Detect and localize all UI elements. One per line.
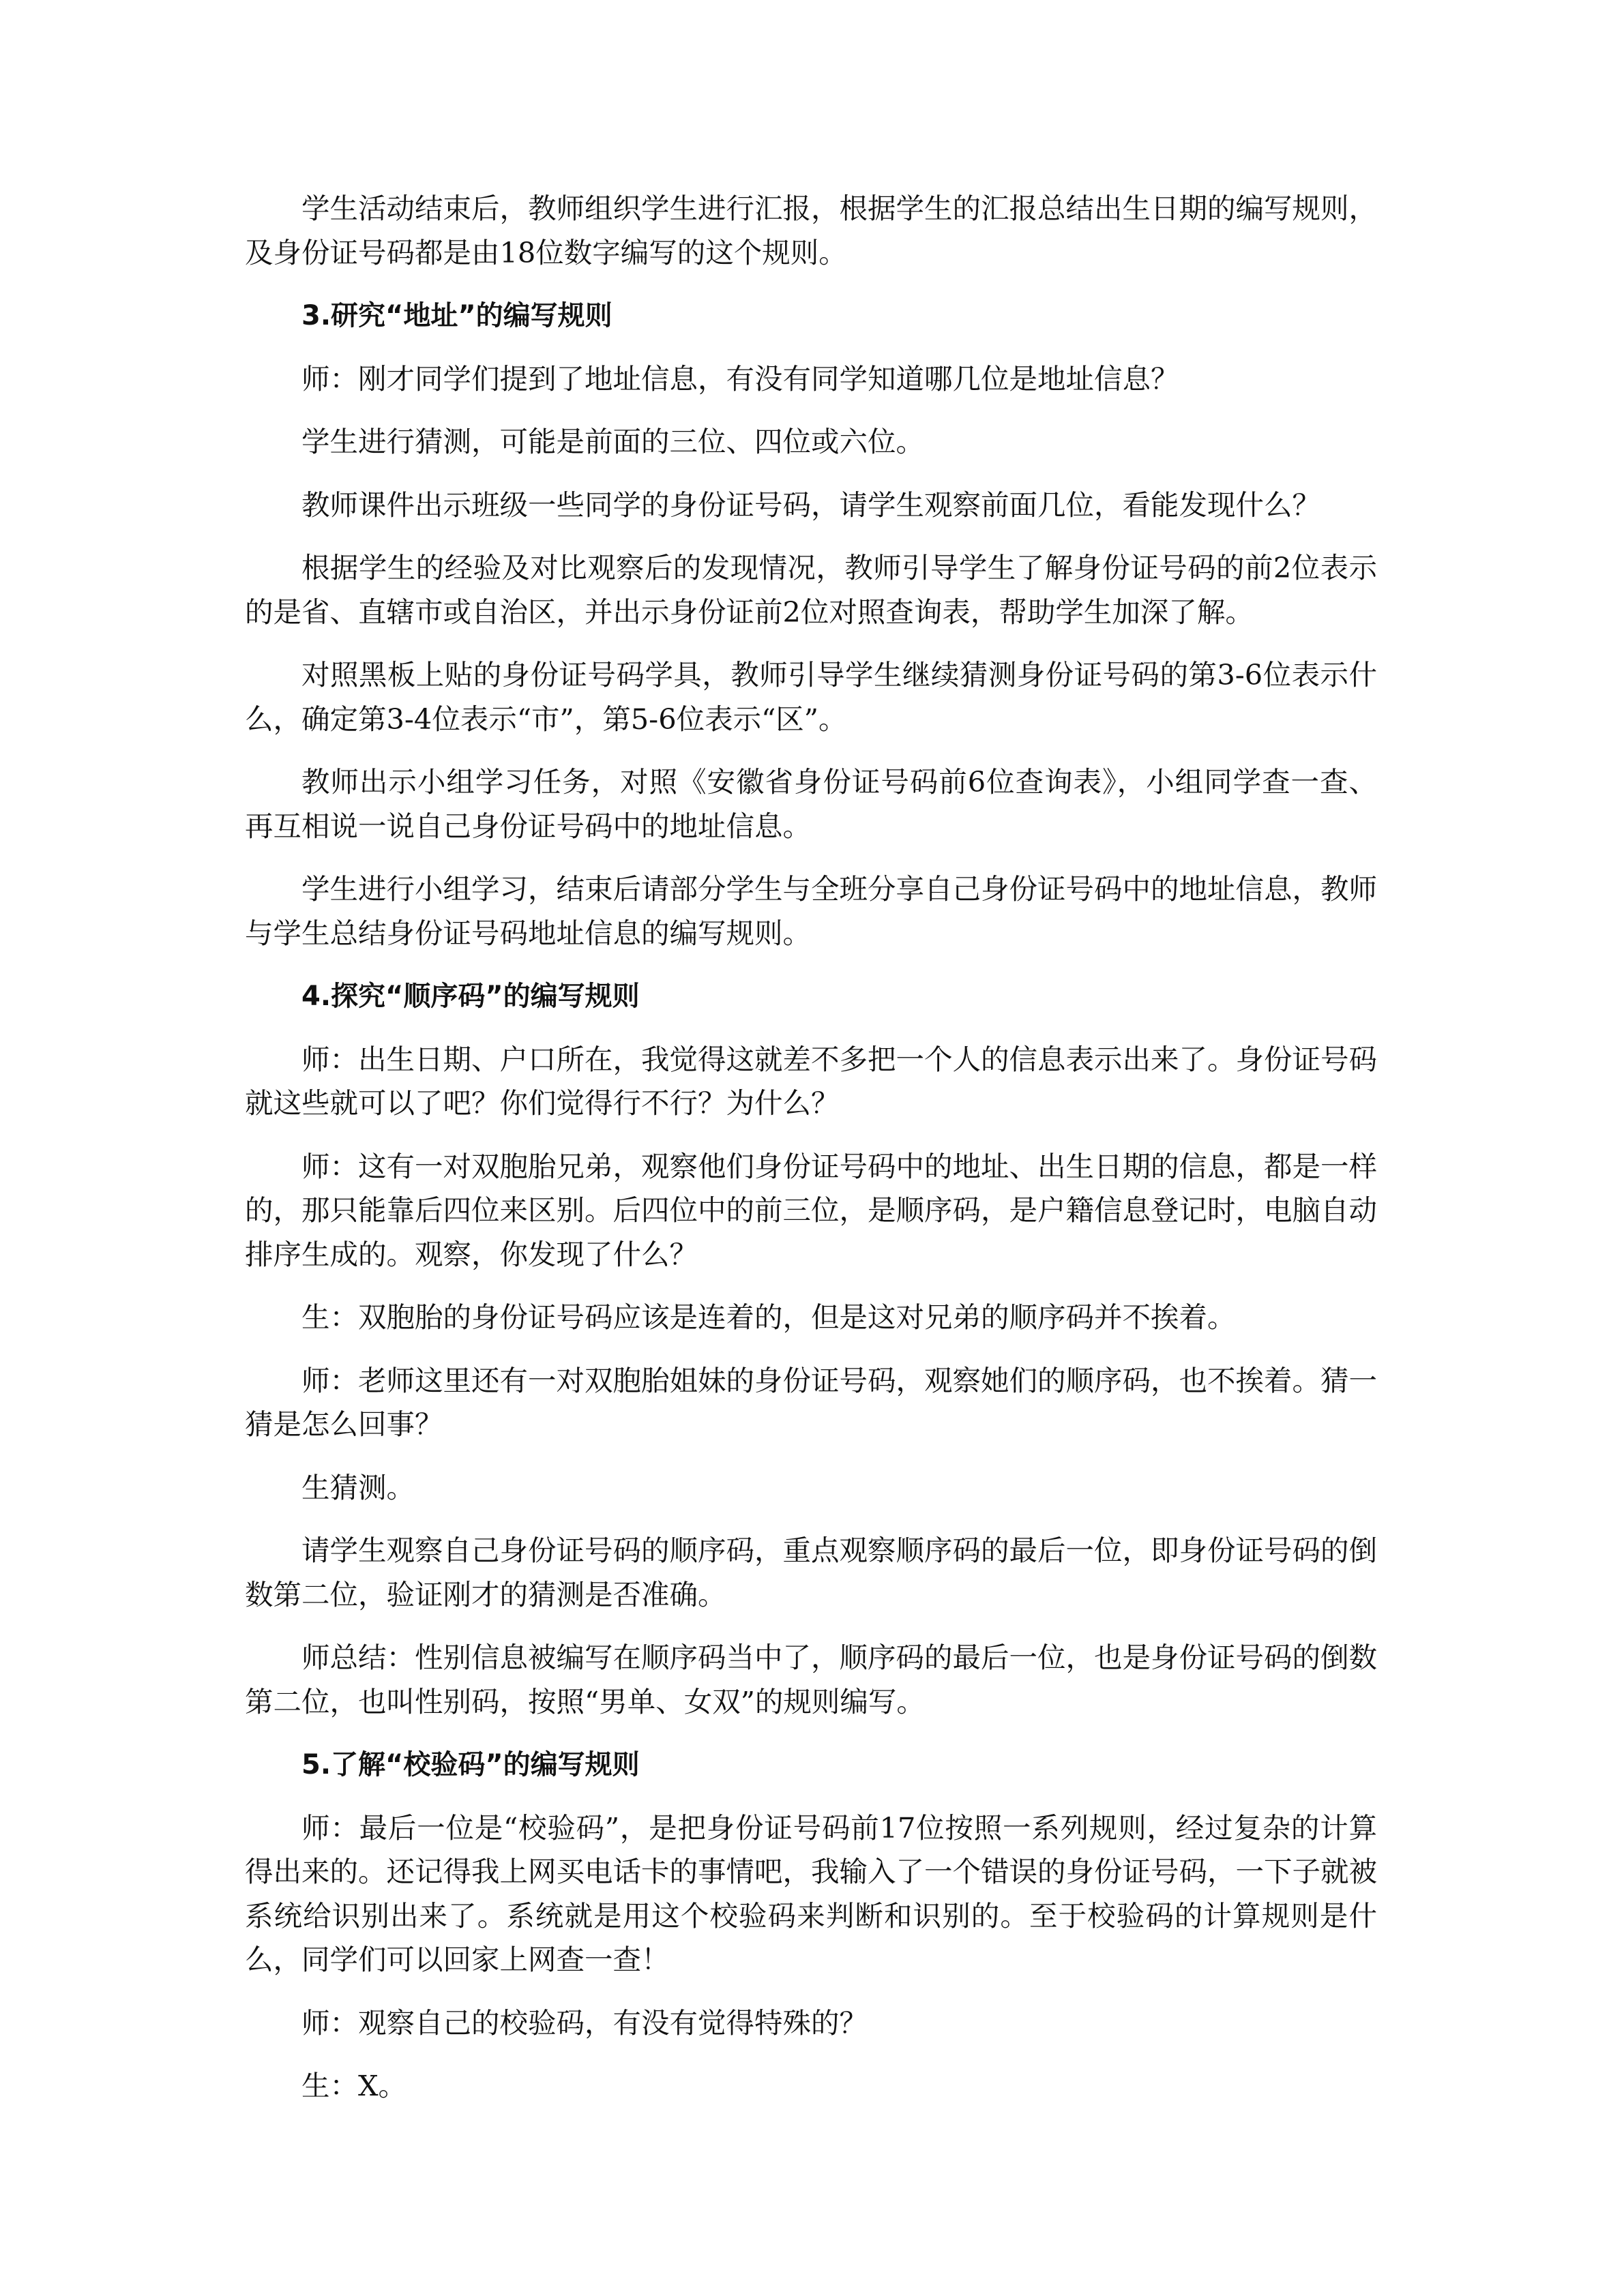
paragraph: 生：X。 [301,2069,407,2102]
paragraph: 师：观察自己的校验码，有没有觉得特殊的？ [301,2006,868,2040]
section-heading: 5.了解“校验码”的编写规则 [301,1749,640,1780]
section-heading: 3.研究“地址”的编写规则 [301,300,612,331]
paragraph: 师：老师这里还有一对双胞胎姐妹的身份证号码，观察她们的顺序码，也不挨着。猜一猜是怎么回事？ [245,1363,1378,1441]
paragraph: 对照黑板上贴的身份证号码学具，教师引导学生继续猜测身份证号码的第3-6位表示什么，确定第3-4位表示“市”，第5-6位表示“区”。 [245,658,1377,736]
paragraph: 教师出示小组学习任务，对照《安徽省身份证号码前6位查询表》，小组同学查一查、再互相说一说自己身份证号码中的地址信息。 [245,765,1377,843]
paragraph: 学生活动结束后，教师组织学生进行汇报，根据学生的汇报总结出生日期的编写规则，及身份证号码都是由18位数字编写的这个规则。 [245,192,1378,269]
section-heading: 4.探究“顺序码”的编写规则 [301,981,640,1012]
paragraph: 师总结：性别信息被编写在顺序码当中了，顺序码的最后一位，也是身份证号码的倒数第二位，也叫性别码，按照“男单、女双”的规则编写。 [245,1641,1378,1718]
paragraph: 根据学生的经验及对比观察后的发现情况，教师引导学生了解身份证号码的前2位表示的是省、直辖市或自治区，并出示身份证前2位对照查询表，帮助学生加深了解。 [245,551,1377,629]
paragraph: 师：刚才同学们提到了地址信息，有没有同学知道哪几位是地址信息？ [301,361,1179,396]
paragraph: 学生进行小组学习，结束后请部分学生与全班分享自己身份证号码中的地址信息，教师与学生总结身份证号码地址信息的编写规则。 [245,872,1378,950]
paragraph: 学生进行猜测，可能是前面的三位、四位或六位。 [301,425,925,458]
paragraph: 师：出生日期、户口所在，我觉得这就差不多把一个人的信息表示出来了。身份证号码就这些就可以了吧？你们觉得行不行？为什么？ [245,1042,1378,1120]
paragraph: 生猜测。 [301,1470,415,1504]
paragraph: 请学生观察自己身份证号码的顺序码，重点观察顺序码的最后一位，即身份证号码的倒数第二位，验证刚才的猜测是否准确。 [245,1534,1378,1611]
document-body [245,187,1377,2128]
paragraph: 生：双胞胎的身份证号码应该是连着的，但是这对兄弟的顺序码并不挨着。 [301,1300,1236,1334]
paragraph: 师：最后一位是“校验码”，是把身份证号码前17位按照一系列规则，经过复杂的计算得出来的。还记得我上网买电话卡的事情吧，我输入了一个错误的身份证号码，一下子就被系统给识别出来了。系统就是用这个校验码来判断和识别的。至于校验码的计算规则是什么，同学们可以回家上网查一查！ [245,1810,1378,1976]
paragraph: 师：这有一对双胞胎兄弟，观察他们身份证号码中的地址、出生日期的信息，都是一样的，那只能靠后四位来区别。后四位中的前三位，是顺序码，是户籍信息登记时，电脑自动排序生成的。观察，你发现了什么？ [245,1149,1378,1271]
paragraph: 教师课件出示班级一些同学的身份证号码，请学生观察前面几位，看能发现什么？ [301,488,1321,522]
